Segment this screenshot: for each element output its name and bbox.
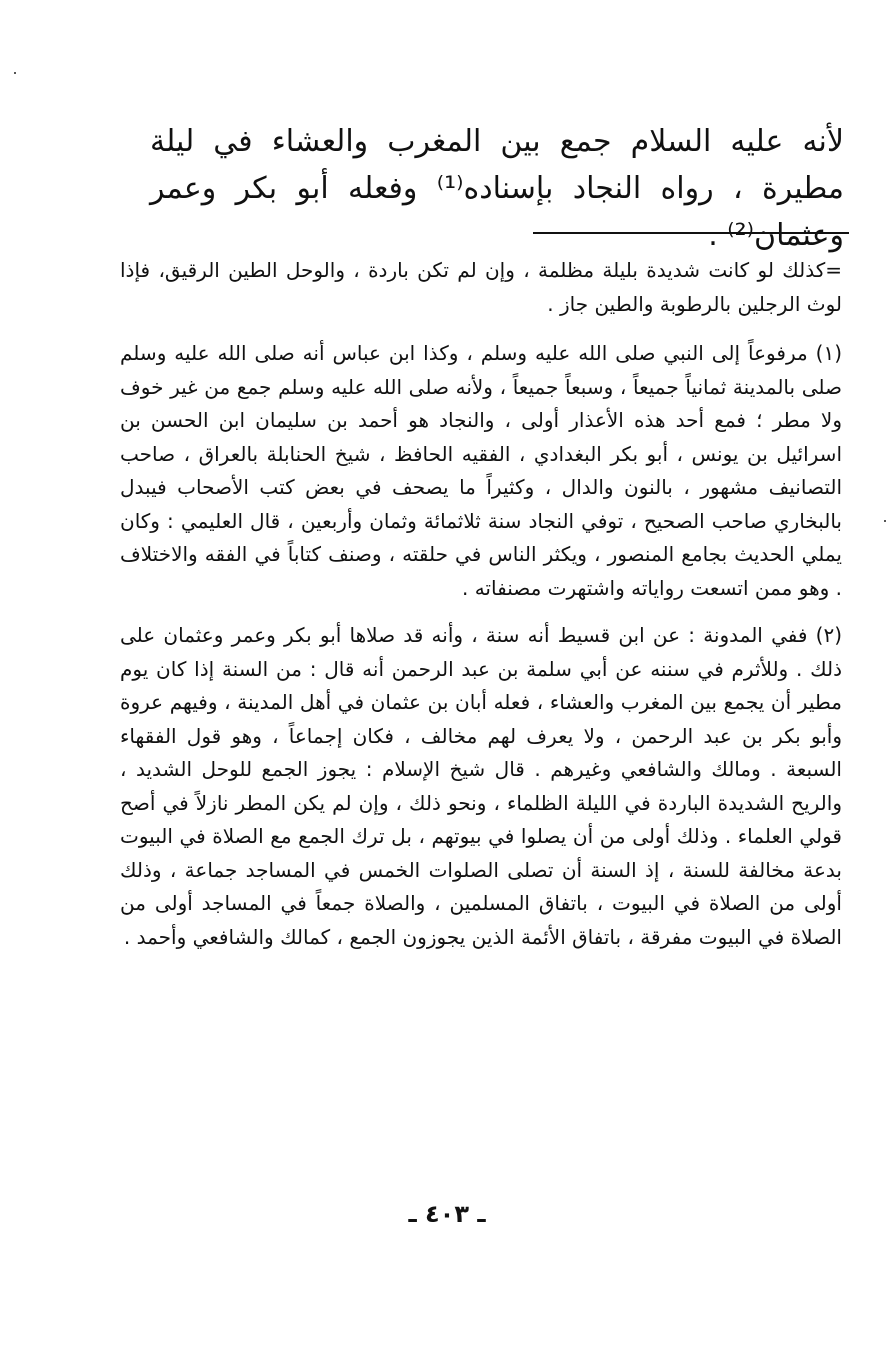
footnotes-block — [120, 254, 842, 954]
scan-speck — [884, 520, 886, 522]
footnote-1: (١) مرفوعاً إلى النبي صلى الله عليه وسلم ، وكذا ابن عباس أنه صلى الله عليه وسلم صلى بالمدينة ثمانياً جميعاً ، وسبعاً جميعاً ، ولأنه صلى الله عليه وسلم جمع من غير خوف ولا مطر ؛ فمع أحد هذه الأعذار أولى ، والنجاد هو أحمد بن سليمان ابن الحسن بن اسرائيل بن يونس ، أبو بكر البغدادي ، الفقيه الحافظ ، شيخ الحنابلة بالعراق ، صاحب التصانيف مشهور ، بالنون والدال ، وكثيراً ما يصحف في بعض كتب الأصحاب فيبدل بالبخاري صاحب الصحيح ، توفي النجاد سنة ثلاثمائة وثمان وأربعين ، قال العليمي : وكان يملي الحديث بجامع المنصور ، ويكثر الناس في حلقته ، وصنف كتاباً في الفقه والاختلاف . وهو ممن اتسعت رواياته واشتهرت مصنفاته . — [120, 341, 842, 600]
main-paragraph: لأنه عليه السلام جمع بين المغرب والعشاء في ليلة مطيرة ، رواه النجاد بإسناده⁽¹⁾ وفعله أبو بكر وعمر وعثمان⁽²⁾ . — [150, 124, 844, 253]
page-number: ـ ٤٠٣ ـ — [408, 1200, 486, 1228]
footnote-2: (٢) ففي المدونة : عن ابن قسيط أنه سنة ، وأنه قد صلاها أبو بكر وعمر وعثمان على ذلك . وللأثرم في سننه عن أبي سلمة بن عبد الرحمن أنه قال : من السنة إذا كان يوم مطير أن يجمع بين المغرب والعشاء ، فعله أبان بن عثمان في أهل المدينة ، وفيهم عروة وأبو بكر بن عبد الرحمن ، ولا يعرف لهم مخالف ، فكان إجماعاً ، وهو قول الفقهاء السبعة . ومالك والشافعي وغيرهم . قال شيخ الإسلام : يجوز الجمع للوحل الشديد ، والريح الشديدة الباردة في الليلة الظلماء ، ونحو ذلك ، وإن لم يكن المطر نازلاً في أصح قولي العلماء . وذلك أولى من أن يصلوا في بيوتهم ، بل ترك الجمع مع الصلاة في البيوت بدعة مخالفة للسنة ، إذ السنة أن تصلى الصلوات الخمس في المساجد جماعة ، وذلك أولى من الصلاة في البيوت ، باتفاق المسلمين ، والصلاة جمعاً في المساجد أولى من الصلاة في البيوت مفرقة ، باتفاق الأئمة الذين يجوزون الجمع ، كمالك والشافعي وأحمد . — [120, 623, 842, 949]
main-text-block — [150, 118, 844, 259]
footnote-separator — [533, 232, 849, 234]
scan-speck — [14, 72, 16, 74]
footnote-continuation: =كذلك لو كانت شديدة بليلة مظلمة ، وإن لم تكن باردة ، والوحل الطين الرقيق، فإذا لوث الرجلين بالرطوبة والطين جاز . — [120, 258, 842, 316]
